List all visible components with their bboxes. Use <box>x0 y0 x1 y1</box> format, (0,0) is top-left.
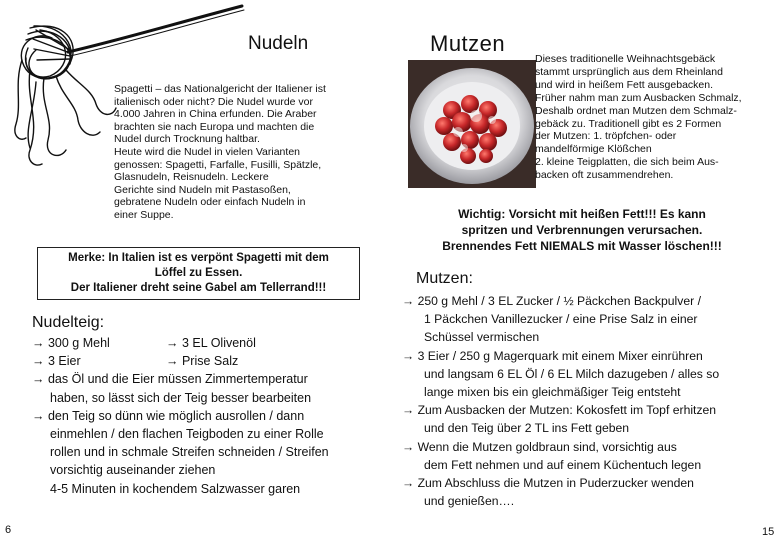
left-page-title: Nudeln <box>248 33 309 54</box>
step-line: → den Teig so dünn wie möglich ausrollen / dann <box>32 408 305 423</box>
merke-line: Merke: In Italien ist es verpönt Spagetti mit dem <box>68 252 329 264</box>
intro-line: Glasnudeln, Reisnudeln. Leckere <box>114 171 269 184</box>
ingredient-row <box>32 352 377 370</box>
intro-line: Gerichte sind Nudeln mit Pastasoßen, <box>114 183 291 196</box>
intro-line: Nudel durch Trocknung haltbar. <box>114 133 260 146</box>
left-page-number: 6 <box>5 524 12 536</box>
intro-line: stammt ursprünglich aus dem Rheinland <box>535 65 723 78</box>
intro-line: 2. kleine Teigplatten, die sich beim Aus- <box>535 156 719 169</box>
mutzen-intro-text <box>535 53 777 182</box>
step-line: → 3 Eier / 250 g Magerquark mit einem Mixer einrühren <box>402 348 703 363</box>
step-line: 1 Päckchen Vanillezucker / eine Prise Salz in einer <box>424 312 698 327</box>
step-line: → das Öl und die Eier müssen Zimmertemperatur <box>32 372 308 387</box>
step-line: und genießen…. <box>424 494 515 509</box>
merke-line: Der Italiener dreht seine Gabel am Tellerrand!!! <box>70 282 327 294</box>
ingredient-item: → 3 EL Olivenöl <box>166 336 256 350</box>
step-line: lange mixen bis ein gleichmäßiger Teig entsteht <box>424 385 681 400</box>
step-line: rollen und in schmale Streifen schneiden / Streifen <box>50 445 329 460</box>
step-line: → 250 g Mehl / 3 EL Zucker / ½ Päckchen Backpulver / <box>402 294 701 308</box>
intro-line: italienisch oder nicht? Die Nudel wurde vor <box>114 95 314 108</box>
step-line: vorsichtig auseinander ziehen <box>50 463 216 478</box>
merke-line: Löffel zu Essen. <box>154 267 243 279</box>
step-line: → Zum Ausbacken der Mutzen: Kokosfett im Topf erhitzen <box>402 403 717 418</box>
intro-line: genossen: Spagetti, Farfalle, Fusilli, Spätzle, <box>114 158 322 171</box>
mutzen-plate-photo <box>408 60 536 188</box>
warning-line: Wichtig: Vorsicht mit heißen Fett!!! Es kann <box>458 207 706 221</box>
warning-line: spritzen und Verbrennungen verursachen. <box>461 223 703 237</box>
step-line: und langsam 6 EL Öl / 6 EL Milch dazugeben / alles so <box>424 366 720 381</box>
step-line: → Zum Abschluss die Mutzen in Puderzucker wenden <box>402 476 694 491</box>
intro-line: Deshalb ordnet man Mutzen dem Schmalz- <box>535 104 737 117</box>
step-line: dem Fett nehmen und auf einem Küchentuch legen <box>424 457 702 472</box>
step-line: einmehlen / den flachen Teigboden zu einer Rolle <box>50 426 324 441</box>
intro-line: brachten sie nach Europa und machten die <box>114 120 315 133</box>
mutzen-recipe-heading: Mutzen: <box>416 270 473 287</box>
intro-line: mandelförmige Klößchen <box>535 143 652 156</box>
intro-line: einer Suppe. <box>114 208 174 221</box>
ingredient-item: → Prise Salz <box>166 354 239 369</box>
merke-box <box>37 247 360 300</box>
intro-line: gebratene Nudeln oder einfach Nudeln in <box>114 196 306 209</box>
intro-line: Früher nahm man zum Ausbacken Schmalz, <box>535 91 742 104</box>
step-line: haben, so lässt sich der Teig besser bearbeiten <box>50 390 312 405</box>
intro-line: backen oft zusammendrehen. <box>535 169 674 182</box>
ingredient-item: → 300 g Mehl <box>32 336 110 350</box>
intro-line: der Mutzen: 1. tröpfchen- oder <box>535 130 677 143</box>
intro-line: 4.000 Jahren in China erfunden. Die Araber <box>114 108 317 121</box>
warning-line: Brennendes Fett NIEMALS mit Wasser löschen!!! <box>442 239 722 253</box>
right-page-title: Mutzen <box>430 31 506 56</box>
mutzen-recipe <box>402 292 778 510</box>
warning-note <box>412 206 752 254</box>
ingredient-row <box>32 334 377 352</box>
step-line: und den Teig über 2 TL ins Fett geben <box>424 421 630 436</box>
intro-line: und wird in heißem Fett ausgebacken. <box>535 78 714 91</box>
ingredient-item: → 3 Eier <box>32 354 81 369</box>
intro-line: Dieses traditionelle Weihnachtsgebäck <box>535 53 716 65</box>
right-page-number: 15 <box>762 526 775 538</box>
intro-line: Heute wird die Nudel in vielen Varianten <box>114 145 300 158</box>
nudelteig-recipe <box>32 334 377 498</box>
intro-line: gebäck zu. Traditionell gibt es 2 Formen <box>535 117 722 130</box>
nudelteig-heading: Nudelteig: <box>32 314 105 331</box>
step-line: → Wenn die Mutzen goldbraun sind, vorsichtig aus <box>402 439 677 454</box>
intro-line: Spagetti – das Nationalgericht der Italiener ist <box>114 83 326 95</box>
step-line: Schüssel vermischen <box>424 330 540 345</box>
step-line: 4-5 Minuten in kochendem Salzwasser garen <box>50 481 301 496</box>
nudeln-intro-text <box>114 83 364 222</box>
